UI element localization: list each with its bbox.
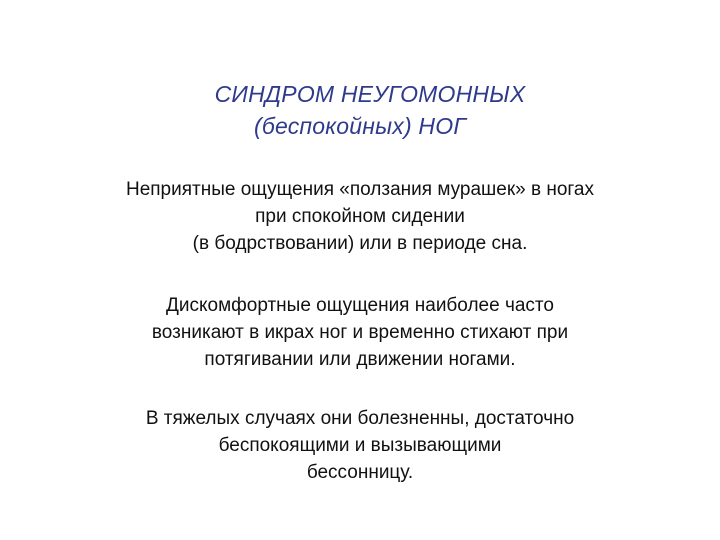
paragraph-line: потягивании или движении ногами.	[204, 349, 516, 370]
paragraph-symptoms	[0, 176, 720, 257]
paragraph-discomfort	[0, 292, 720, 373]
paragraph-line: В тяжелых случаях они болезненны, достаточно	[145, 408, 575, 429]
paragraph-line: беспокоящими и вызывающими	[218, 435, 502, 456]
paragraph-line: при спокойном сидении	[255, 206, 465, 227]
slide-title-line-1: СИНДРОМ НЕУГОМОННЫХ	[214, 81, 526, 107]
paragraph-line: бессонницу.	[306, 462, 414, 483]
paragraph-line: возникают в икрах ног и временно стихают при	[151, 322, 569, 343]
paragraph-line: Неприятные ощущения «ползания мурашек» в ногах	[125, 179, 595, 200]
slide-title-line-2: (беспокойных) НОГ	[253, 113, 467, 139]
paragraph-line: Дискомфортные ощущения наиболее часто	[166, 295, 554, 316]
paragraph-severe-cases	[0, 405, 720, 486]
paragraph-line: (в бодрствовании) или в периоде сна.	[192, 233, 528, 254]
